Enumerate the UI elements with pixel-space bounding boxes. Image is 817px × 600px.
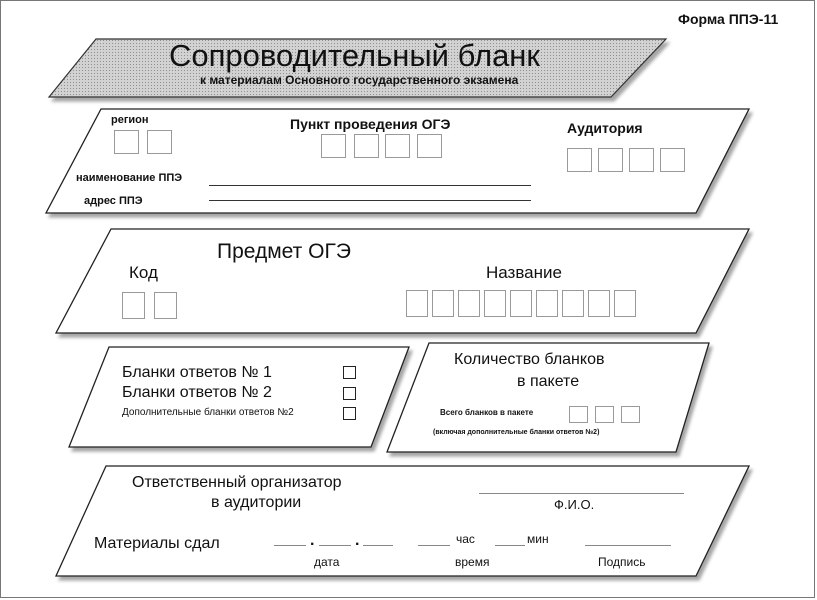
date-label: дата <box>314 555 340 569</box>
auditorium-cell[interactable] <box>660 148 685 172</box>
organizer-title-line1: Ответственный организатор <box>132 474 342 491</box>
additional-forms-label: Дополнительные бланки ответов №2 <box>122 407 294 418</box>
date-month-field[interactable] <box>319 545 351 546</box>
auditorium-label: Аудитория <box>567 120 643 136</box>
point-cell[interactable] <box>417 134 442 158</box>
date-year-field[interactable] <box>363 545 393 546</box>
fio-label: Ф.И.О. <box>554 497 595 512</box>
subject-name-cell[interactable] <box>562 290 584 317</box>
subject-name-cell[interactable] <box>406 290 428 317</box>
answers-1-checkbox[interactable] <box>343 366 356 379</box>
subject-name-cell[interactable] <box>536 290 558 317</box>
region-cell[interactable] <box>147 130 172 154</box>
hour-field[interactable] <box>418 545 450 546</box>
minute-field[interactable] <box>495 545 525 546</box>
point-cell[interactable] <box>321 134 346 158</box>
subject-name-cell[interactable] <box>458 290 480 317</box>
subject-name-cell[interactable] <box>432 290 454 317</box>
handed-label: Материалы сдал <box>94 535 220 552</box>
ppe-address-field[interactable] <box>209 200 531 201</box>
total-forms-label: Всего бланков в пакете <box>440 408 534 417</box>
auditorium-cell[interactable] <box>629 148 654 172</box>
date-separator-dot: . <box>310 532 315 549</box>
subject-code-cell[interactable] <box>154 292 177 319</box>
form-number: Форма ППЭ-11 <box>678 11 779 27</box>
subject-title: Предмет ОГЭ <box>217 240 351 263</box>
hour-label: час <box>456 532 475 546</box>
subject-name-cell[interactable] <box>484 290 506 317</box>
signature-label: Подпись <box>598 555 646 569</box>
subject-code-cell[interactable] <box>122 292 145 319</box>
subject-name-cell[interactable] <box>588 290 610 317</box>
time-label: время <box>455 555 490 569</box>
total-forms-note: (включая дополнительные бланки ответов №2) <box>433 429 600 436</box>
total-forms-cell[interactable] <box>569 406 588 423</box>
minute-label: мин <box>527 532 549 546</box>
total-forms-cell[interactable] <box>621 406 640 423</box>
subject-code-label: Код <box>129 263 158 282</box>
page-title: Сопроводительный бланк <box>169 38 540 73</box>
organizer-title-line2: в аудитории <box>211 494 302 511</box>
count-title-line1: Количество бланков <box>454 351 605 368</box>
point-label: Пункт проведения ОГЭ <box>290 116 451 132</box>
ppe-name-label: наименование ППЭ <box>76 172 183 184</box>
point-cell[interactable] <box>354 134 379 158</box>
answers-1-label: Бланки ответов № 1 <box>122 364 272 381</box>
fio-field[interactable] <box>479 493 684 494</box>
ppe-address-label: адрес ППЭ <box>84 195 143 207</box>
count-title-line2: в пакете <box>517 373 580 390</box>
page-subtitle: к материалам Основного государственного экзамена <box>200 73 519 87</box>
ppe-name-field[interactable] <box>209 185 531 186</box>
region-label: регион <box>111 114 149 126</box>
subject-name-cell[interactable] <box>510 290 532 317</box>
answers-2-label: Бланки ответов № 2 <box>122 384 272 401</box>
signature-field[interactable] <box>585 545 671 546</box>
subject-name-cell[interactable] <box>614 290 636 317</box>
region-cell[interactable] <box>114 130 139 154</box>
point-cell[interactable] <box>385 134 410 158</box>
total-forms-cell[interactable] <box>595 406 614 423</box>
date-day-field[interactable] <box>274 545 306 546</box>
additional-forms-checkbox[interactable] <box>343 407 356 420</box>
date-separator-dot: . <box>355 532 360 549</box>
auditorium-cell[interactable] <box>567 148 592 172</box>
subject-name-label: Название <box>486 263 562 282</box>
auditorium-cell[interactable] <box>598 148 623 172</box>
answers-2-checkbox[interactable] <box>343 387 356 400</box>
